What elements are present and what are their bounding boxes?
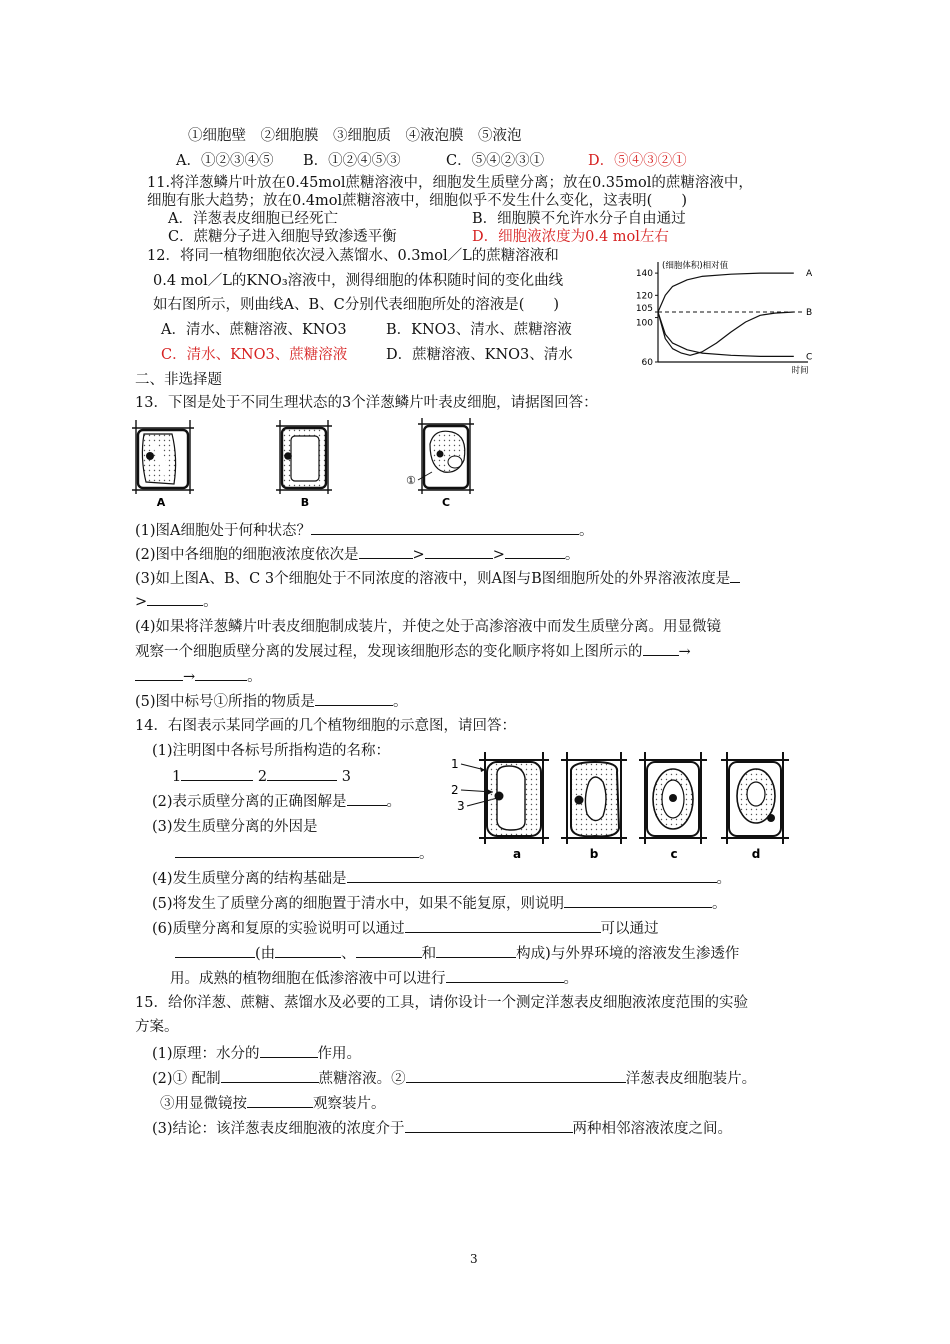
- q13-cell-a: [132, 420, 194, 494]
- section-heading: 二、非选择题: [135, 372, 222, 388]
- q14-cell-figures: [445, 748, 805, 864]
- chart-series-label-A: A: [806, 269, 813, 280]
- q11-stem-2: 细胞有胀大趋势；放在0.4mol蔗糖溶液中，细胞似乎不发生什么变化，这表明( ): [147, 193, 687, 209]
- q15-part-3: (3)结论：该洋葱表皮细胞液的浓度介于 两种相邻溶液浓度之间。: [152, 1118, 732, 1139]
- q10-option-c: C．⑤④②③①: [446, 153, 545, 169]
- q13-part-3-cont: > 。: [135, 591, 218, 612]
- q14-part-3: (3)发生质壁分离的外因是: [152, 819, 318, 835]
- q11-option-a: A．洋葱表皮细胞已经死亡: [168, 211, 338, 227]
- q14-cell-b: [561, 752, 627, 844]
- q13-cell-figures: [128, 414, 500, 512]
- q12-stem-1: 12．将同一植物细胞依次浸入蒸馏水、0.3mol／L的蔗糖溶液和: [147, 248, 559, 264]
- q10-option-b: B．①②④⑤③: [303, 153, 401, 169]
- chart-y-tick-label-60: 60: [641, 358, 653, 368]
- q14-fig-number-1: 1: [451, 757, 459, 771]
- q12-option-c: C．清水、KNO3、蔗糖溶液: [161, 347, 348, 363]
- chart-y-tick-label-140: 140: [635, 269, 653, 280]
- q14-part-1-blanks: 1 2 3: [172, 766, 351, 787]
- chart-series-label-B: B: [806, 308, 813, 318]
- q13-stem: 13．下图是处于不同生理状态的3个洋葱鳞片叶表皮细胞，请据图回答：: [135, 395, 598, 411]
- q14-fig-number-2: 2: [451, 783, 459, 797]
- q13-part-5: (5)图中标号①所指的物质是 。: [135, 691, 408, 712]
- q13-part-4-cont: 观察一个细胞质壁分离的发展过程，发现该细胞形态的变化顺序将如上图所示的 →: [135, 641, 691, 662]
- q14-cell-d: [721, 752, 789, 844]
- q13-label-c: C: [441, 496, 451, 509]
- chart-y-tick-label-100: 100: [635, 318, 653, 329]
- q14-label-d: d: [751, 847, 761, 861]
- q13-cell-b: [276, 420, 332, 494]
- q14-cell-c: [639, 752, 707, 844]
- q13-label-a: A: [156, 496, 166, 509]
- chart-x-label: 时间: [791, 366, 809, 376]
- q14-part-6-cont: (由 、 和 构成)与外界环境的溶液发生渗透作: [175, 943, 739, 964]
- q14-label-c: c: [670, 847, 678, 861]
- chart-series-B: [658, 312, 794, 355]
- q15-stem-2: 方案。: [135, 1019, 179, 1035]
- q13-cell-c: [418, 418, 474, 494]
- q13-marker-1: ①: [406, 474, 416, 487]
- q12-option-d: D．蔗糖溶液、KNO3、清水: [386, 347, 573, 363]
- q14-part-6-cont2: 用。成熟的植物细胞在低渗溶液中可以进行 。: [170, 968, 578, 989]
- q15-part-2-cont: ③用显微镜按 观察装片。: [160, 1093, 386, 1114]
- q14-part-1: (1)注明图中各标号所指构造的名称：: [152, 743, 391, 759]
- q11-option-d: D．细胞液浓度为0.4 mol左右: [472, 229, 669, 245]
- q11-option-b: B．细胞膜不允许水分子自由通过: [472, 211, 686, 227]
- chart-y-tick-label-120: 120: [635, 291, 653, 302]
- q15-part-1: (1)原理：水分的 作用。: [152, 1043, 361, 1064]
- chart-series-A: [658, 273, 794, 312]
- q12-option-a: A．清水、蔗糖溶液、KNO3: [161, 322, 347, 338]
- q13-part-2: (2)图中各细胞的细胞液浓度依次是 > > 。: [135, 544, 579, 565]
- q13-cell-a-nucleus: [146, 452, 154, 460]
- q15-stem-1: 15．给你洋葱、蔗糖、蒸馏水及必要的工具，请你设计一个测定洋葱表皮细胞液浓度范围的实验: [135, 995, 748, 1011]
- q13-part-4: (4)如果将洋葱鳞片叶表皮细胞制成装片，并使之处于高渗溶液中而发生质壁分离。用显微镜: [135, 619, 722, 635]
- q10-items: ①细胞壁 ②细胞膜 ③细胞质 ④液泡膜 ⑤液泡: [188, 128, 522, 144]
- q13-part-1: (1)图A细胞处于何种状态？ 。: [135, 520, 594, 541]
- q10-option-a: A．①②③④⑤: [176, 153, 274, 169]
- q11-option-c: C．蔗糖分子进入细胞导致渗透平衡: [168, 229, 397, 245]
- q14-cell-a: [479, 752, 549, 844]
- q14-fig-number-3: 3: [457, 799, 465, 813]
- q13-label-b: B: [300, 496, 310, 509]
- q12-stem-2: 0.4 mol／L的KNO₃溶液中，测得细胞的体积随时间的变化曲线: [153, 273, 564, 289]
- q15-part-2: (2)① 配制 蔗糖溶液。② 洋葱表皮细胞装片。: [152, 1068, 756, 1089]
- q14-part-5: (5)将发生了质壁分离的细胞置于清水中，如果不能复原，则说明 。: [152, 893, 727, 914]
- q13-part-4-cont2: → 。: [135, 666, 262, 687]
- page-number: 3: [470, 1252, 478, 1266]
- q13-cell-b-nucleus: [284, 452, 292, 460]
- q10-option-d: D．⑤④③②①: [588, 153, 687, 169]
- chart-title: (细胞体积)相对值: [662, 261, 729, 271]
- q14-part-3-blank: 。: [175, 843, 434, 864]
- q14-part-6: (6)质壁分离和复原的实验说明可以通过 可以通过: [152, 918, 659, 939]
- q11-stem-1: 11.将洋葱鳞片叶放在0.45mol蔗糖溶液中，细胞发生质壁分离；放在0.35mol的蔗糖溶液中，: [147, 175, 753, 191]
- q14-stem: 14．右图表示某同学画的几个植物细胞的示意图，请回答：: [135, 718, 516, 734]
- q14-part-2: (2)表示质壁分离的正确图解是 。: [152, 791, 401, 812]
- q12-stem-3: 如右图所示，则曲线A、B、C分别代表细胞所处的溶液是( ): [153, 297, 560, 313]
- chart-series-C: [658, 312, 794, 356]
- chart-y-tick-label-105: 105: [635, 304, 653, 314]
- q14-label-b: b: [589, 847, 599, 861]
- cell-volume-chart: [624, 256, 820, 376]
- q12-option-b: B．KNO3、清水、蔗糖溶液: [386, 322, 572, 338]
- q13-part-3: (3)如上图A、B、C 3个细胞处于不同浓度的溶液中，则A图与B图细胞所处的外界溶液浓度是: [135, 568, 740, 589]
- chart-series-label-C: C: [806, 352, 813, 363]
- q14-label-a: a: [512, 847, 522, 861]
- q14-part-4: (4)发生质壁分离的结构基础是 。: [152, 868, 731, 889]
